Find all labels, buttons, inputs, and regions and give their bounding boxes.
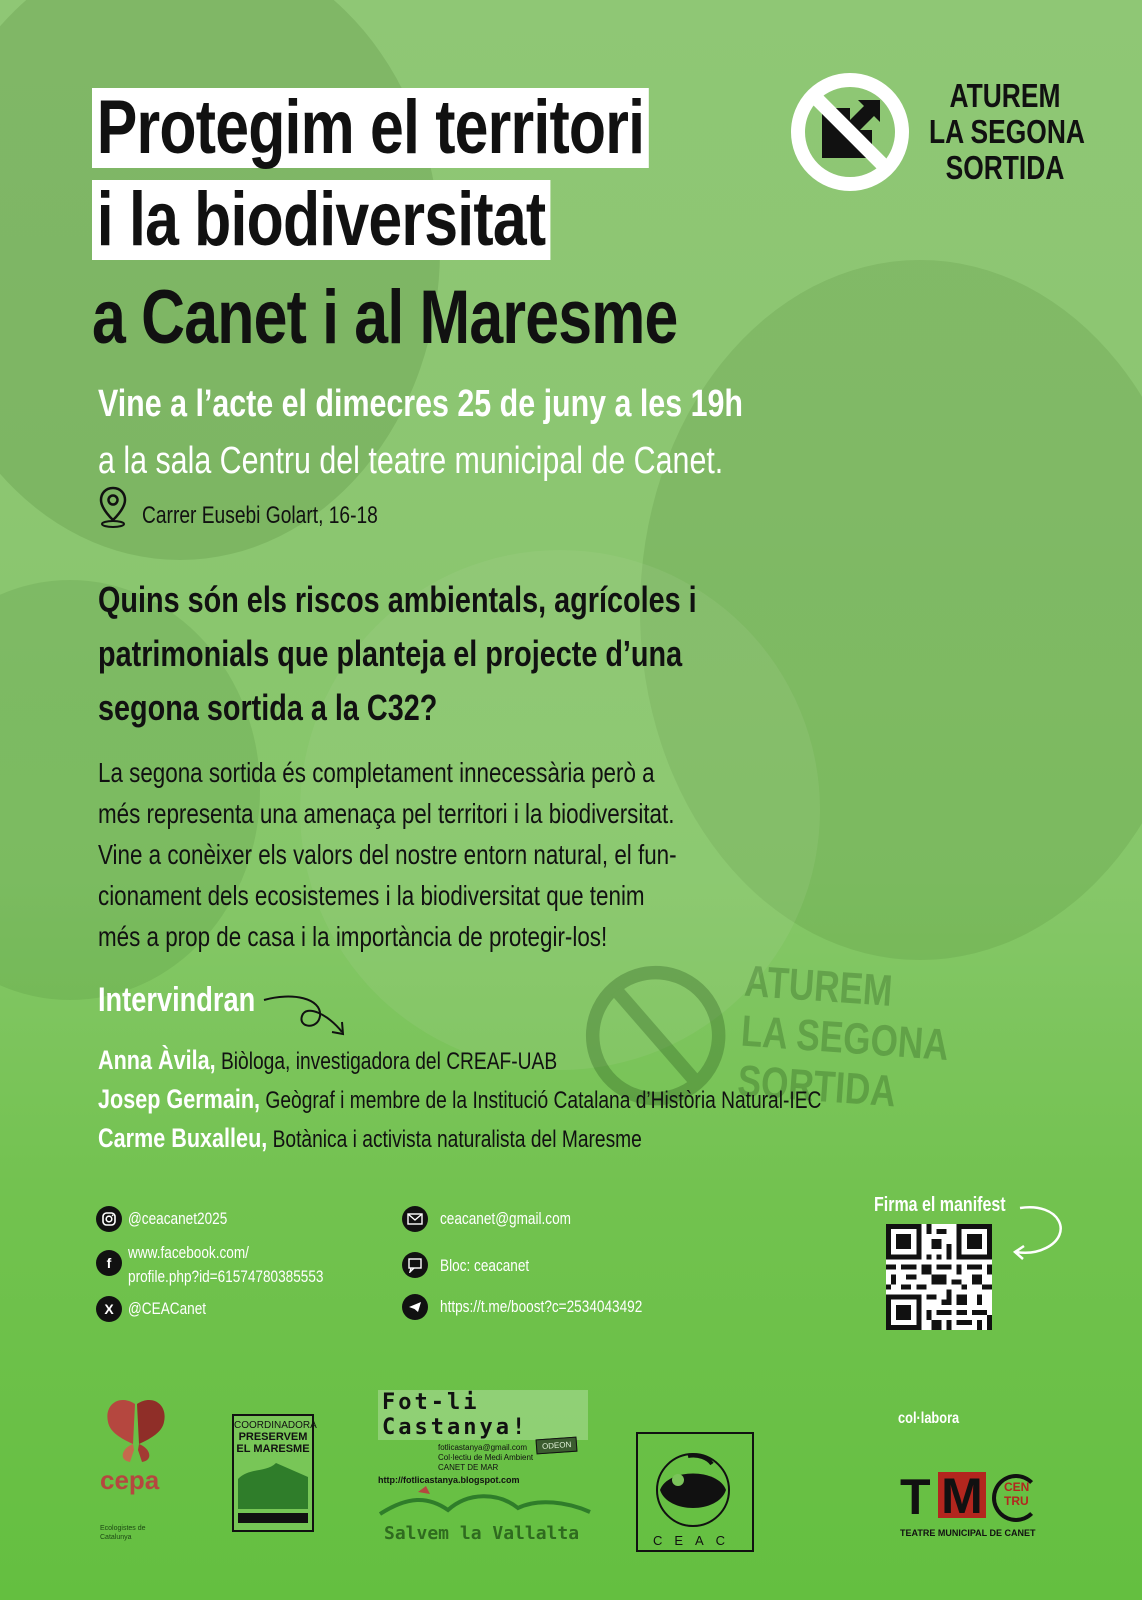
facebook-icon[interactable]: f	[96, 1250, 122, 1276]
question-line1: Quins són els riscos ambientals, agrícoles i	[98, 579, 697, 620]
speaker-2-role: Geògraf i membre de la Institució Catalana d’Història Natural-IEC	[265, 1087, 822, 1114]
coast-icon	[236, 1459, 310, 1529]
logo-line1: ATUREM	[949, 77, 1061, 114]
telegram-link[interactable]: https://t.me/boost?c=2534043492	[440, 1297, 643, 1316]
instagram-icon[interactable]	[96, 1206, 122, 1232]
fotli-castanya-logo	[378, 1390, 588, 1485]
fotli-desc2: CANET DE MAR	[438, 1463, 499, 1472]
tmc-centru-line1: CEN	[1004, 1480, 1030, 1494]
manifest-label: Firma el manifest	[874, 1194, 1006, 1216]
ceac-text: CEAC	[652, 1533, 738, 1548]
tmc-m: M	[938, 1472, 986, 1518]
vallalta-text: Salvem la Vallalta	[384, 1523, 580, 1544]
coordinadora-line2: PRESERVEM	[238, 1431, 308, 1443]
logo-line2: LA SEGONA	[929, 113, 1085, 150]
curved-arrow-icon	[1010, 1204, 1072, 1262]
fotli-title: Fot-li Castanya!	[378, 1390, 588, 1440]
event-address: Carrer Eusebi Golart, 16-18	[142, 502, 378, 529]
event-when: Vine a l’acte el dimecres 25 de juny a les 19h	[98, 383, 743, 425]
tmc-centru-line2: TRU	[1004, 1494, 1029, 1508]
body-line2: més representa una amenaça pel territori i la biodiversitat.	[98, 798, 675, 829]
title-line-3: a Canet i al Maresme	[92, 275, 678, 360]
email-icon[interactable]	[402, 1206, 428, 1232]
speaker-1-role: Biòloga, investigadora del CREAF-UAB	[220, 1048, 558, 1075]
coordinadora-logo	[232, 1414, 317, 1532]
coordinadora-line3: EL MARESME	[236, 1443, 310, 1455]
body-line4: cionament dels ecosistemes i la biodiversitat que tenim	[98, 880, 645, 911]
fotli-url: http://fotlicastanya.blogspot.com	[378, 1475, 520, 1485]
speaker-2	[98, 1084, 821, 1115]
collabora-label: col·labora	[898, 1410, 960, 1427]
mountain-wave-icon	[378, 1486, 598, 1518]
title-line-1: Protegim el territori	[92, 88, 788, 168]
question-line3: segona sortida a la C32?	[98, 687, 438, 728]
body-line1: La segona sortida és completament innecessària però a	[98, 757, 655, 788]
x-icon[interactable]: X	[96, 1296, 122, 1322]
ceac-logo	[636, 1432, 754, 1552]
tmc-subtitle: TEATRE MUNICIPAL DE CANET	[900, 1528, 1036, 1538]
speaker-1	[98, 1045, 557, 1076]
blog-link[interactable]: Bloc: ceacanet	[440, 1256, 530, 1275]
question-line2: patrimonials que planteja el projecte d’una	[98, 633, 683, 674]
speaker-1-name: Anna Àvila,	[98, 1045, 216, 1075]
coordinadora-line1: COORDINADORA	[234, 1420, 317, 1431]
facebook-link-line2[interactable]: profile.php?id=61574780385553	[128, 1267, 324, 1286]
banner-line1: ATUREM	[742, 956, 894, 1016]
event-where: a la sala Centru del teatre municipal de Canet.	[98, 440, 724, 482]
speaker-3-name: Carme Buxalleu,	[98, 1123, 268, 1153]
facebook-link-line1[interactable]: www.facebook.com/	[128, 1243, 249, 1262]
no-exit-icon	[788, 70, 912, 194]
tmc-logo	[900, 1468, 1050, 1544]
logo-line3: SORTIDA	[945, 149, 1065, 186]
curly-arrow-icon	[262, 994, 354, 1042]
cepa-logo	[100, 1394, 180, 1544]
body-line5: més a prop de casa i la importància de protegir-los!	[98, 921, 608, 952]
odeon-badge: ODEON	[536, 1437, 578, 1455]
manifest-qr-code[interactable]	[886, 1224, 992, 1330]
banner-line3: SORTIDA	[736, 1056, 898, 1117]
fotli-email: fotlicastanya@gmail.com	[438, 1443, 528, 1452]
title-line-2: i la biodiversitat	[92, 180, 665, 260]
blog-icon[interactable]	[402, 1252, 428, 1278]
speaker-3-role: Botànica i activista naturalista del Maresme	[272, 1126, 642, 1153]
banner-line2: LA SEGONA	[739, 1006, 951, 1070]
cepa-text: cepa	[100, 1465, 160, 1495]
cepa-subtext: Ecologistes de Catalunya	[100, 1525, 146, 1541]
speaker-2-name: Josep Germain,	[98, 1084, 261, 1114]
instagram-link[interactable]: @ceacanet2025	[128, 1209, 228, 1228]
speakers-heading: Intervindran	[98, 981, 256, 1019]
email-link[interactable]: ceacanet@gmail.com	[440, 1209, 571, 1228]
telegram-icon[interactable]	[402, 1294, 428, 1320]
ceac-emblem-icon	[638, 1434, 748, 1546]
speaker-3	[98, 1123, 642, 1154]
fotli-desc1: Col·lectiu de Medi Ambient	[438, 1453, 534, 1462]
vallalta-logo	[378, 1486, 598, 1548]
background-shade	[640, 260, 1142, 960]
tmc-t: T	[900, 1469, 931, 1525]
butterfly-icon	[100, 1394, 170, 1464]
body-line3: Vine a conèixer els valors del nostre entorn natural, el fun-	[98, 839, 677, 870]
location-pin-icon	[98, 486, 128, 528]
x-link[interactable]: @CEACanet	[128, 1299, 207, 1318]
aturem-logo	[788, 70, 1100, 194]
